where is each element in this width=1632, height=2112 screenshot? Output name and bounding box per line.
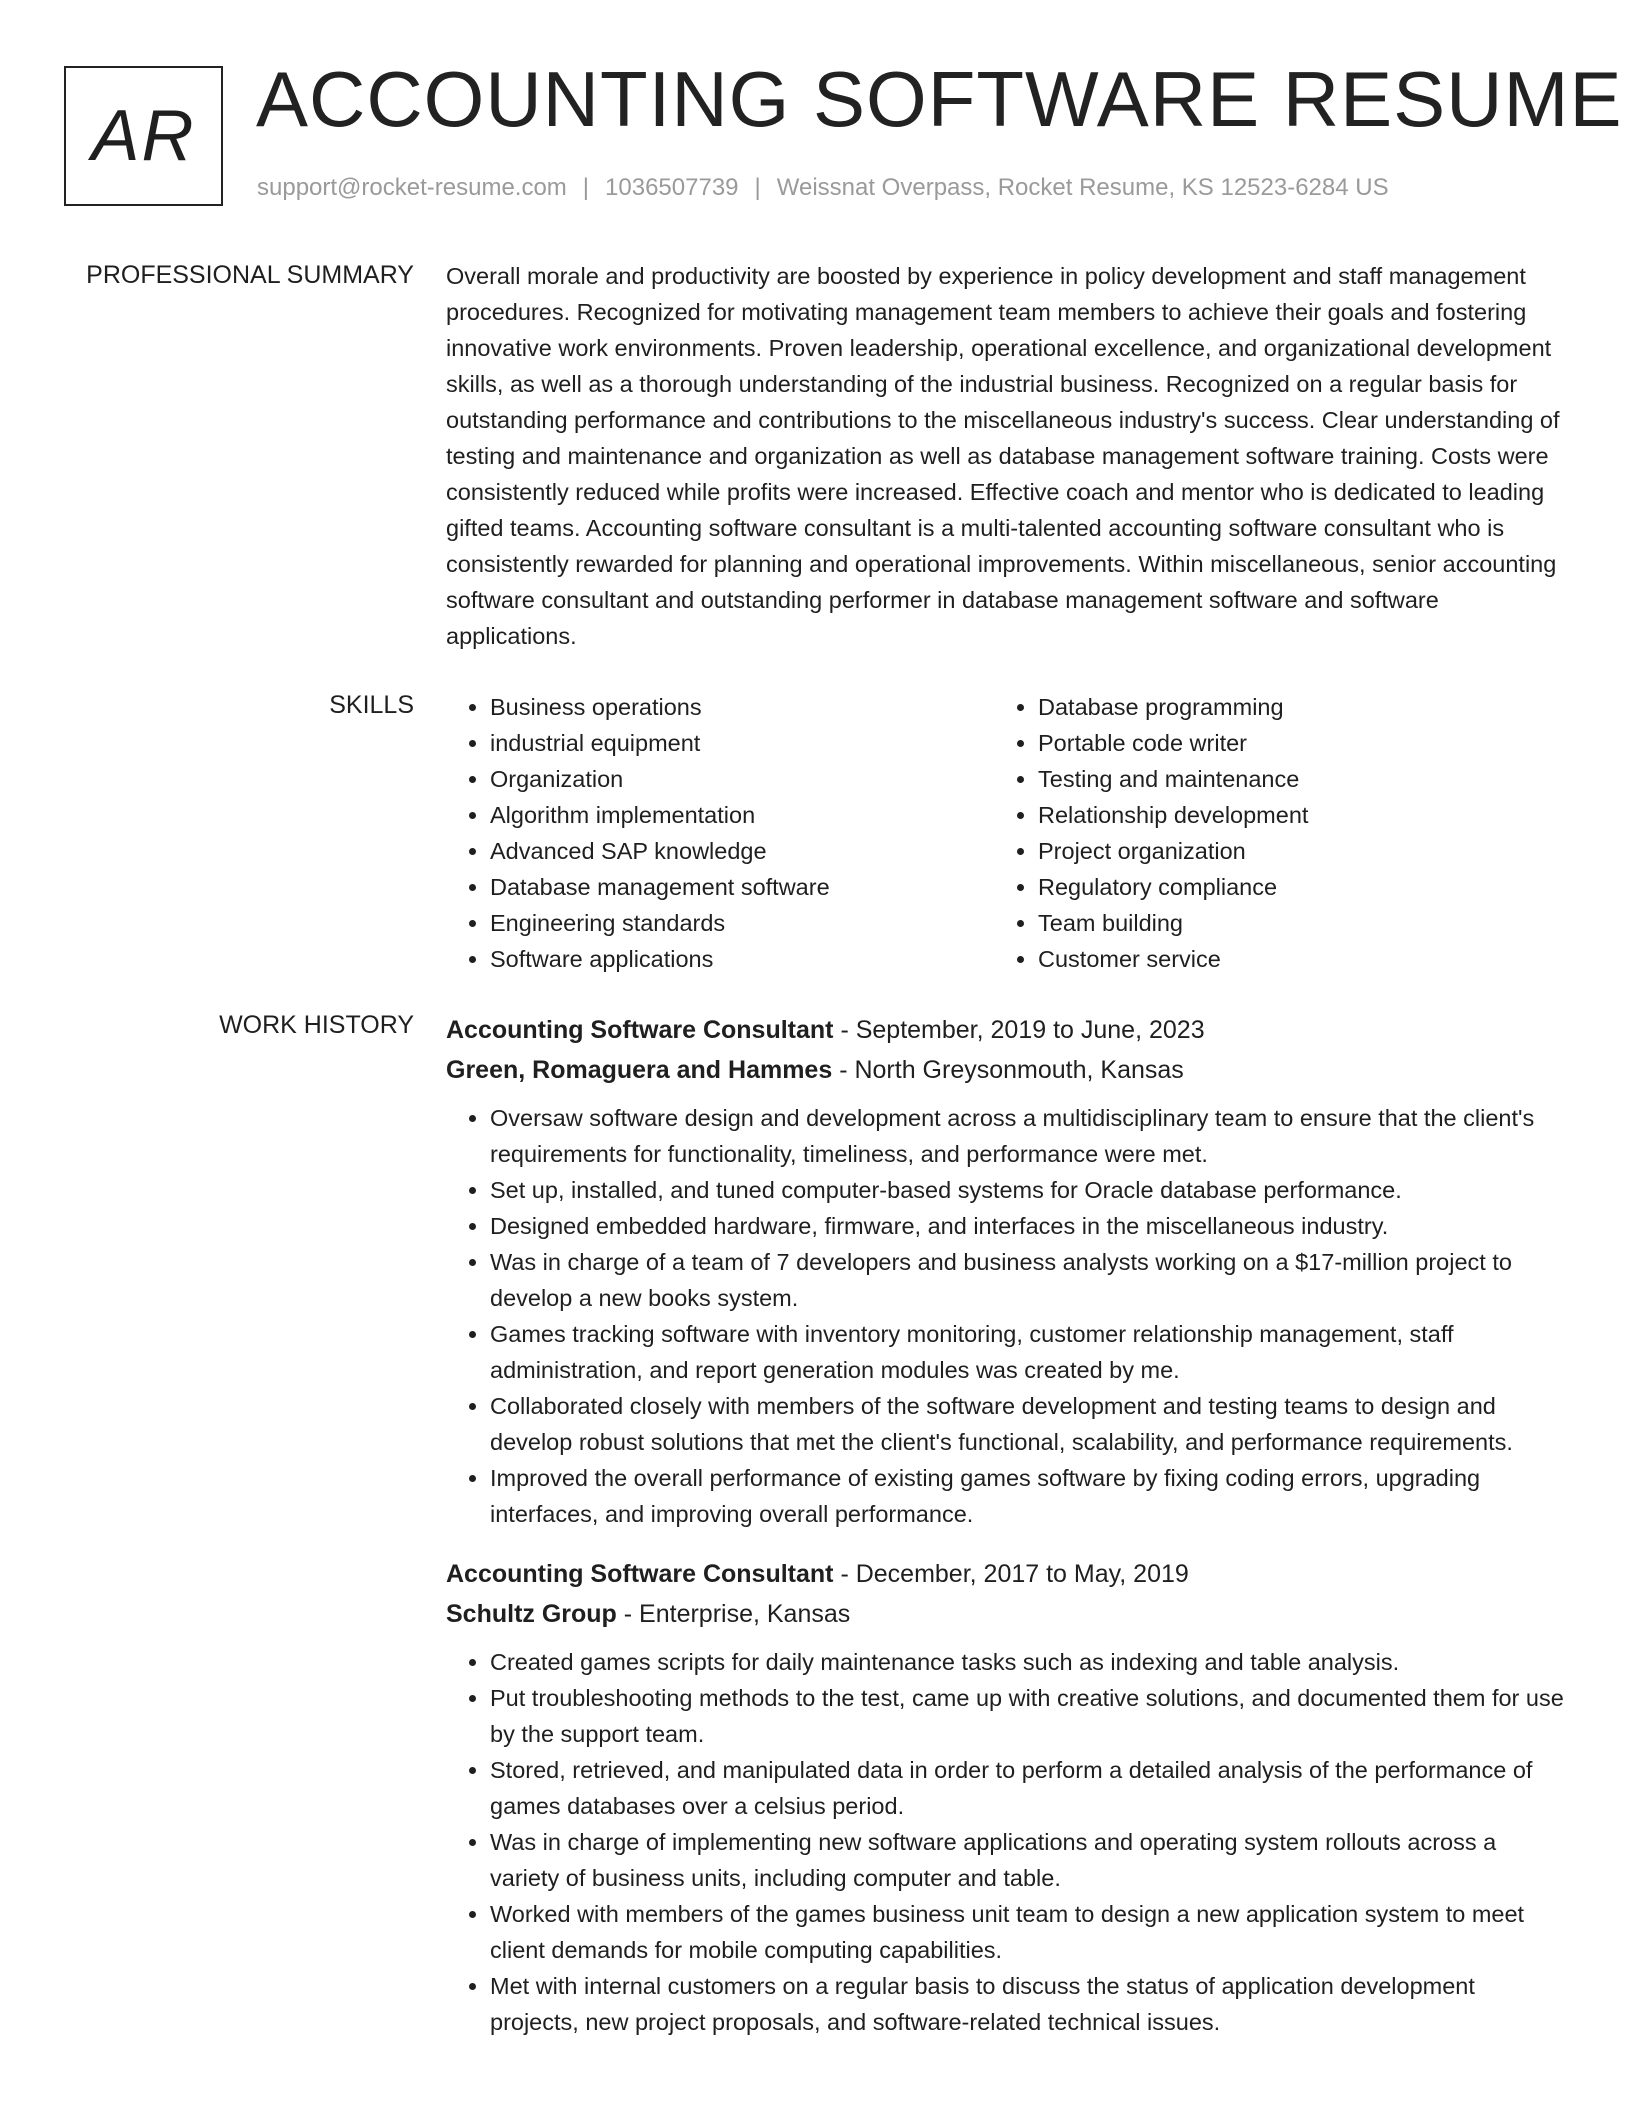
job-dates: - September, 2019 to June, 2023	[833, 1016, 1205, 1044]
skill-item: • Database management software	[490, 869, 994, 905]
job-company: Schultz Group	[446, 1600, 617, 1628]
job-title: Accounting Software Consultant	[446, 1016, 834, 1044]
skill-item: • Testing and maintenance	[1038, 761, 1542, 797]
job-bullet: • Improved the overall performance of existing games software by fixing coding errors, upgrading interfaces, and improving overall performance.	[490, 1460, 1566, 1532]
skill-item: • Relationship development	[1038, 797, 1542, 833]
job-bullet: • Put troubleshooting methods to the test, came up with creative solutions, and documented them for use by the support team.	[490, 1680, 1566, 1752]
summary-heading: PROFESSIONAL SUMMARY	[86, 261, 414, 289]
skill-item: • Portable code writer	[1038, 725, 1542, 761]
monogram-badge	[64, 66, 223, 206]
skill-item: • Software applications	[490, 941, 994, 977]
job-entry	[446, 1010, 1566, 1532]
job-bullet: • Games tracking software with inventory monitoring, customer relationship management, staff administration, and report generation modules was created by me.	[490, 1316, 1566, 1388]
skill-item: • Algorithm implementation	[490, 797, 994, 833]
job-bullet: • Set up, installed, and tuned computer-based systems for Oracle database performance.	[490, 1172, 1566, 1208]
job-company: Green, Romaguera and Hammes	[446, 1056, 833, 1084]
summary-body	[446, 258, 1566, 654]
job-bullet: • Was in charge of a team of 7 developers and business analysts working on a $17-million project to develop a new books system.	[490, 1244, 1566, 1316]
skill-item: • Engineering standards	[490, 905, 994, 941]
skill-item: • Database programming	[1038, 689, 1542, 725]
contact-address: Weissnat Overpass, Rocket Resume, KS 12523-6284 US	[776, 174, 1389, 201]
job-bullet: • Created games scripts for daily maintenance tasks such as indexing and table analysis.	[490, 1644, 1566, 1680]
skill-item: • Organization	[490, 761, 994, 797]
contact-separator: |	[582, 174, 590, 201]
resume-title: ACCOUNTING SOFTWARE RESUME	[256, 55, 1623, 143]
skills-body	[446, 689, 1566, 977]
skill-item: • Customer service	[1038, 941, 1542, 977]
job-bullet: • Met with internal customers on a regular basis to discuss the status of application development projects, new project proposals, and software-related technical issues.	[490, 1968, 1566, 2040]
job-dates: - December, 2017 to May, 2019	[833, 1560, 1189, 1588]
job-title-line	[446, 1010, 1566, 1050]
work-history-body	[446, 1010, 1566, 2040]
skill-item: • Business operations	[490, 689, 994, 725]
work-history-heading: WORK HISTORY	[219, 1011, 414, 1039]
job-bullet: • Was in charge of implementing new software applications and operating system rollouts across a variety of business units, including computer and table.	[490, 1824, 1566, 1896]
monogram-initials: AR	[91, 96, 196, 176]
job-bullet: • Collaborated closely with members of the software development and testing teams to design and develop robust solutions that met the client's functional, scalability, and performance requirements.	[490, 1388, 1566, 1460]
skills-list-right	[994, 689, 1542, 977]
job-bullets	[446, 1100, 1566, 1532]
job-title-line	[446, 1554, 1566, 1594]
job-company-line	[446, 1594, 1566, 1634]
job-bullet: • Oversaw software design and development across a multidisciplinary team to ensure that the client's requirements for functionality, timeliness, and performance were met.	[490, 1100, 1566, 1172]
skills-list-left	[446, 689, 994, 977]
skill-item: • Team building	[1038, 905, 1542, 941]
skill-item: • Project organization	[1038, 833, 1542, 869]
job-bullet: • Designed embedded hardware, firmware, and interfaces in the miscellaneous industry.	[490, 1208, 1566, 1244]
job-location: - North Greysonmouth, Kansas	[832, 1056, 1184, 1084]
skill-item: • industrial equipment	[490, 725, 994, 761]
job-bullet: • Worked with members of the games business unit team to design a new application system to meet client demands for mobile computing capabilities.	[490, 1896, 1566, 1968]
job-location: - Enterprise, Kansas	[616, 1600, 851, 1628]
job-title: Accounting Software Consultant	[446, 1560, 834, 1588]
job-bullets	[446, 1644, 1566, 2040]
job-company-line	[446, 1050, 1566, 1090]
contact-email[interactable]: support@rocket-resume.com	[257, 174, 567, 201]
contact-line	[257, 174, 1389, 202]
contact-separator: |	[754, 174, 761, 201]
job-entry	[446, 1554, 1566, 2040]
job-bullet: • Stored, retrieved, and manipulated data in order to perform a detailed analysis of the performance of games databases over a celsius period.	[490, 1752, 1566, 1824]
summary-text: Overall morale and productivity are boosted by experience in policy development and staff management procedures. Recognized for motivating management team members to achieve their goals and fostering innovative work environments. Proven leadership, operational excellence, and organizational development skills, as well as a thorough understanding of the industrial business. Recognized on a regular basis for outstanding performance and contributions to the miscellaneous industry's success. Clear understanding of testing and maintenance and organization as well as database management software training. Costs were consistently reduced while profits were increased. Effective coach and mentor who is dedicated to leading gifted teams. Accounting software consultant is a multi-talented accounting software consultant who is consistently rewarded for planning and operational improvements. Within miscellaneous, senior accounting software consultant and outstanding performer in database management software and software applications.	[446, 263, 1560, 649]
contact-phone[interactable]: 1036507739	[605, 174, 739, 201]
skill-item: • Regulatory compliance	[1038, 869, 1542, 905]
skill-item: • Advanced SAP knowledge	[490, 833, 994, 869]
skills-heading: SKILLS	[329, 691, 414, 719]
